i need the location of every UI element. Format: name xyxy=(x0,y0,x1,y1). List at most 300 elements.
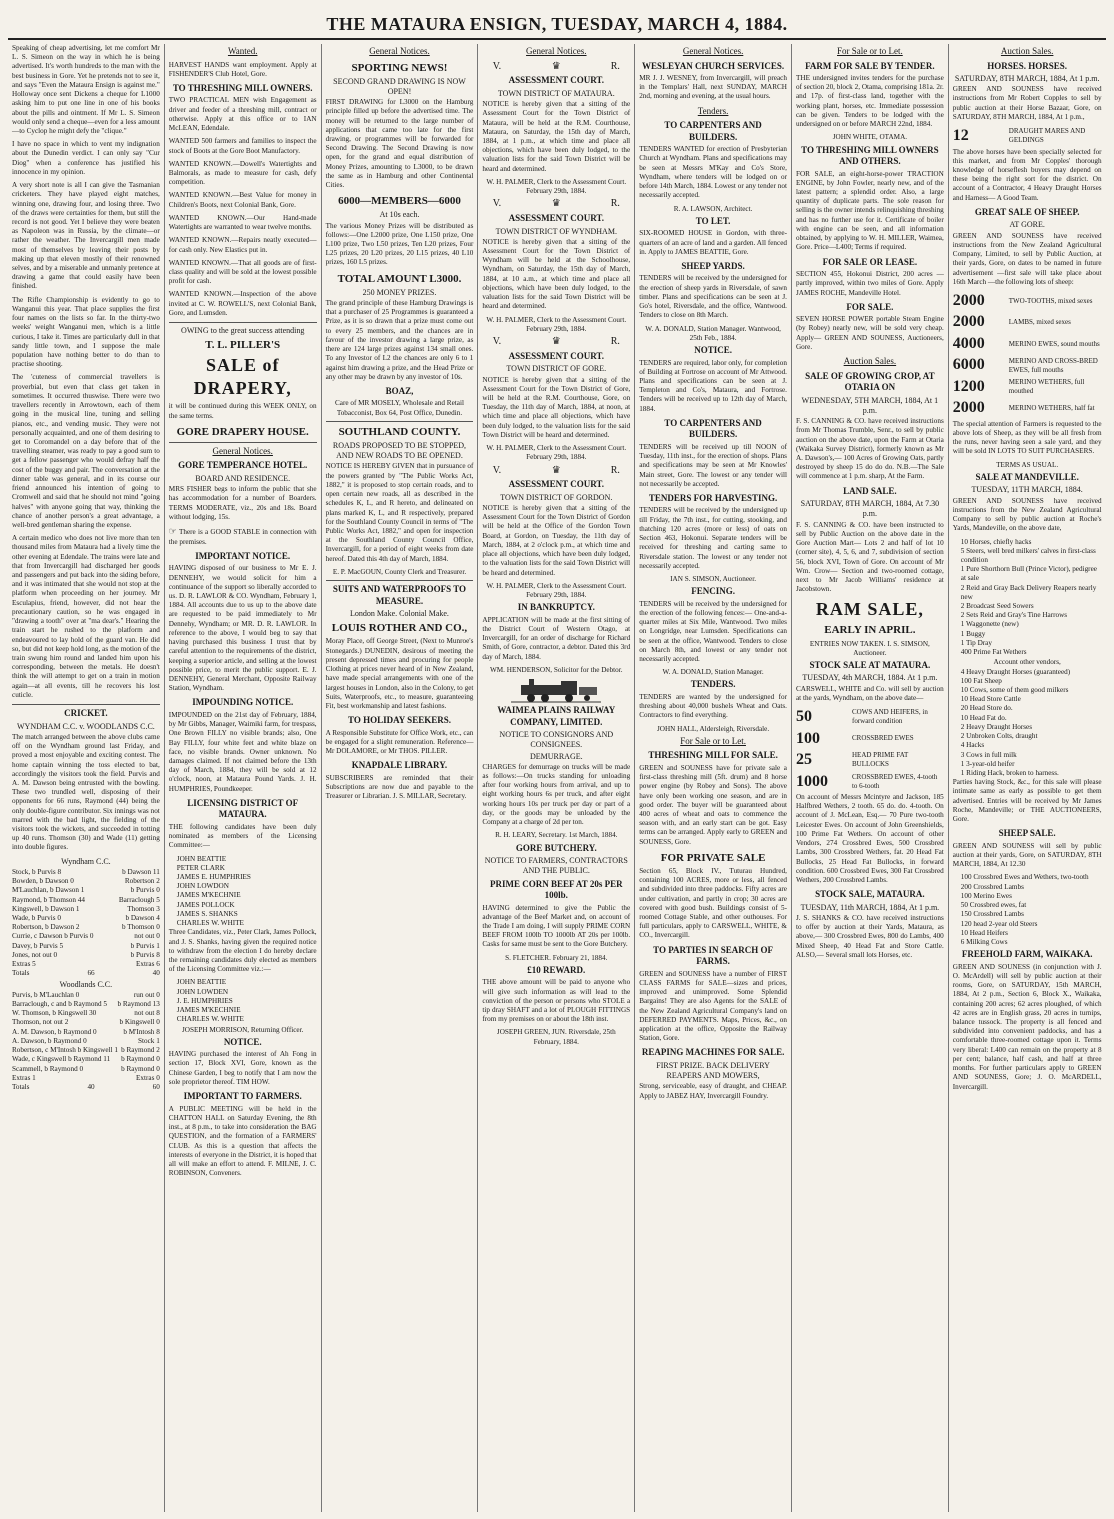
stock-row xyxy=(796,729,944,749)
ad-body: WANTED KNOWN.—Repairs neatly executed—for cash only. New Elastics put in. xyxy=(168,236,317,254)
assessment-notices xyxy=(482,61,630,601)
ad-title: TO LET. xyxy=(695,215,731,226)
ad-title: IMPORTANT TO FARMERS. xyxy=(183,1091,302,1102)
ad-sub: SATURDAY, 8TH MARCH, 1884, At 7.30 p.m. xyxy=(800,499,940,519)
second-innings: not out 8 xyxy=(134,1009,160,1018)
scorecard-row xyxy=(12,896,160,905)
ad-body: GREEN and SOUNESS have for private sale a first-class threshing mill (5ft. drum) and 8 horse power engine (by Robey and Sons). The above have only been working one season, and are in good order. The buyer will be guaranteed about 400 acres of wheat and oats to commence the season with, and an early start can be got. Easy terms can be arranged. Apply early to GREEN and SOUNESS, Gore. xyxy=(639,763,787,846)
ad-sub: BOARD AND RESIDENCE. xyxy=(195,473,291,483)
lot-item: 2 Sets Reid and Gray's Tine Harrows xyxy=(960,611,1068,620)
scorecard-row xyxy=(12,1028,160,1037)
candidate-name: JAMES E. HUMPHRIES xyxy=(176,873,251,882)
ad-body: SIX-ROOMED HOUSE in Gordon, with three-quarters of an acre of land and a garden. All fenced in. Apply to JAMES BEATTIE, Gore. xyxy=(639,229,787,256)
column-5 xyxy=(635,44,792,1512)
second-innings: b Purvis 1 xyxy=(130,941,160,950)
ad-sign: IAN S. SIMSON, Auctioneer. xyxy=(670,574,757,583)
candidate-name: CHARLES W. WHITE xyxy=(176,919,244,928)
stock-desc: TWO-TOOTHS, mixed sexes xyxy=(1008,296,1093,305)
lot-list xyxy=(953,538,1102,658)
ad-title: IMPOUNDING NOTICE. xyxy=(192,697,294,708)
crest-v: V. xyxy=(492,198,502,210)
crest-v: V. xyxy=(492,60,502,72)
boaz-sign: BOAZ, xyxy=(385,385,414,396)
ad-title: SALE OF GROWING CROP, AT OTARIA ON xyxy=(805,370,935,393)
column-7 xyxy=(949,44,1106,1512)
ad-body: On account of Messrs Mcintyre and Jackson, 185 Halfbred Wethers, 2 tooth. 65 do. do. 4-tooth. On account of J. McLean, Esq.— 70 Pure two-tooth Leicester Ewes. On account of John Greenshields, 100 Prime Fat Wethers. On account of other Vendors, 274 Crossbred Ewes, 500 Crossbred Lambs, 300 Crossbred Wethers, fat. 20 Head Fat Bullocks, 25 Head Fat Bullocks, in forward condition. 600 Crossbred Ewes, 300 Fat Crossbred Wethers, 200 Crossbred Lambs. xyxy=(795,793,944,884)
scorecard-row xyxy=(12,1055,160,1064)
ad-sign: WM. HENDERSON, Solicitor for the Debtor. xyxy=(490,665,623,674)
ad-body: The above horses have been specially selected for this market, and from Mr Copples' thorough knowledge of horseflesh buyers may depend on these being the right sort for the district. On account of a Contractor, 4 Heavy Draught Horses and Harness— A Good Team. xyxy=(952,147,1102,202)
batsman: Scammell, b Raymond 0 xyxy=(12,1064,84,1073)
ad-body: TENDERS will be received by the undersigned for the erection of sheep yards in Riversdale, of sawn timber. Plans and specifications can be seen at J. Go's hotel, Riversdale, and the office, Wantwood. Tenders to close on 8th March. xyxy=(639,274,787,320)
divider xyxy=(169,322,317,323)
ad-title: TO THRESHING MILL OWNERS. xyxy=(172,82,313,93)
scorecard-row xyxy=(12,960,160,969)
ad-body: MRS FISHER begs to inform the public that she has accommodation for a number of Boarders. TERMS MODERATE, viz., 20s and 18s. Board without lodging, 15s. xyxy=(168,485,317,521)
second-innings: b Thomson 0 xyxy=(121,923,160,932)
ad-sub: AT GORE. xyxy=(1009,220,1045,230)
lot-item: 5 Steers, well bred milkers' calves in first-class condition xyxy=(960,546,1096,564)
candidate-name: CHARLES W. WHITE xyxy=(176,1015,244,1024)
scorecard-row xyxy=(12,868,160,877)
stock-row xyxy=(953,355,1102,375)
ad-sub: SECOND GRAND DRAWING IS NOW OPEN! xyxy=(333,76,466,96)
ad-sub: TOWN DISTRICT OF MATAURA. xyxy=(497,88,615,98)
ad-body: IMPOUNDED on the 21st day of February, 1884, by Mr Gibbs, Manager, Waimiki farm, for trespass, One Brown FILLY no visible brands; also, One Bay FILLY, four white feet and white blaze on face, no visible brands. Owner unknown. No damages claimed. If not claimed before the 13th day of March, 1884, they will be sold at 12 o'clock, noon, at Mataura Pound Yards. J. H. HUMPHRIES, Poundkeeper. xyxy=(168,710,317,793)
stock-count: 100 xyxy=(795,729,820,747)
ad-sign: W. H. PALMER, Clerk to the Assessment Court. February 29th, 1884. xyxy=(486,315,627,333)
lot-item: 1 Buggy xyxy=(960,629,986,638)
match-report: The match arranged between the above clubs came off on the Wyndham ground last Friday, and proved a most enjoyable and exciting contest. The home captain winning the toss elected to bat, accordingly the visitors took the field. Purvis and A. M. Dawson being entrusted with the bowling. These two trundled well, disposing of their opponents for 66 runs, Raymond (44) being the only double-figure contributor. Six innings was not marred with the bad light, the fielding of the visitors took the wickets, and succeeded in totting up 40 runs. Thomson (30) and Wade (11) getting into double figures. xyxy=(12,732,160,852)
column-4 xyxy=(478,44,635,1512)
ad-sign: JOHN WHITE, OTAMA. xyxy=(832,133,908,142)
lot-item: 4 Hacks xyxy=(960,741,985,750)
ad-title: GORE BUTCHERY. xyxy=(515,842,597,853)
candidate-name: JOHN LOWDEN xyxy=(176,987,229,996)
ad-body: Parties having Stock, &c., for this sale will please intimate same as early as possible to get them advertised. Entries will be received by Mr James Roche, Mandeville; or THE AUCTIONEERS, Gore. xyxy=(952,778,1102,824)
lot-item: 200 Crossbred Lambs xyxy=(960,882,1024,891)
ad-body: THE above amount will be paid to anyone who will give such information as will lead to the conviction of the person or persons who STOLE a tip dray SHAFT and a lot of PLOUGH FITTINGS from my premises on or about the 18th inst. xyxy=(482,978,631,1024)
ad-body: A Responsible Substitute for Office Work, etc., can be engaged for a slight remuneration. Reference—Mr DOLAMORE, or Mr THOS. PILLER. xyxy=(325,728,474,756)
ad-body: HARVEST HANDS want employment. Apply at FISHENDER'S Club Hotel, Gore. xyxy=(168,60,317,78)
pointing-hand-icon: ☞ xyxy=(168,526,177,537)
ad-body: SECTION 455, Hokonui District, 200 acres —partly improved, within two miles of Gore. Apply JAMES ROCHE, Mandeville Hotel. xyxy=(795,270,944,297)
lot-item: 2 Reid and Gray Back Delivery Reapers nearly new xyxy=(960,583,1097,601)
lot-item: 120 head 2-year old Steers xyxy=(960,919,1038,928)
second-innings: Extras 0 xyxy=(136,1073,160,1082)
ad-body: TWO PRACTICAL MEN wish Engagement as driver and feeder of a threshing mill, contract or otherwise. Apply at this office or to IAN McLEAN, Edendale. xyxy=(168,96,317,133)
stock-count: 6000 xyxy=(952,356,985,374)
second-innings: Robertson 2 xyxy=(124,877,160,886)
ad-body: CHARGES for demurrage on trucks will be made as follows:—On trucks standing for unloading after four working hours from arrival, and up to eight working hours 6s per truck, and after eight working hours 10s per truck per day or part of a day, or the goods may be unloaded by the Company at a charge of 2d per ton. xyxy=(482,762,631,827)
lot-item: 2 Unbroken Colts, draught xyxy=(960,732,1038,741)
candidate-list xyxy=(169,855,317,929)
piller-body: it will be continued during this WEEK ONLY, on the same terms. xyxy=(168,402,317,420)
column-heading: Wanted. xyxy=(227,46,258,56)
column-heading: For Sale or to Let. xyxy=(680,735,746,746)
ad-body: WANTED KNOWN.—Best Value for money in Children's Boots, next Colonial Bank, Gore. xyxy=(168,191,317,209)
stock-desc: MERINO AND CROSS-BRED EWES, full mouths xyxy=(1008,356,1098,374)
lot-item: 20 Head Store do. xyxy=(960,704,1013,713)
candidate-name: J. E. HUMPHRIES xyxy=(176,996,233,1005)
column-6 xyxy=(792,44,949,1512)
ad-sub: SATURDAY, 8TH MARCH, 1884, At 1 p.m. xyxy=(954,74,1100,84)
second-innings: b Raymond 0 xyxy=(121,1064,160,1073)
candidate-name: JAMES S. SHANKS xyxy=(176,909,238,918)
ad-title: NOTICE. xyxy=(223,1036,262,1047)
ad-body: GREEN and SOUNESS have a number of FIRST CLASS FARMS for SALE—sizes and prices, improved and unimproved. Some Splendid Bargains! They are also Agents for the SALE of the New Zealand Agricultural Company's land on DEFERRED PAYMENTS. Maps, Prices, &c., on application at the office, Opposite the Railway Station, Gore. xyxy=(639,969,787,1043)
batsman: W. Thomson, b Kingswell 30 xyxy=(12,1009,97,1018)
newspaper-title: THE MATAURA ENSIGN, TUESDAY, MARCH 4, 1884. xyxy=(326,14,788,34)
lot-list xyxy=(953,873,1102,947)
ad-title: NOTICE. xyxy=(694,344,732,355)
article-paragraph: The Rifle Championship is evidently to go to Wanganui this year. That place supplies the first four names on the lists so far. In the thirty-two weeks' weight Wanganui men, which is a little curious, I take it. Times are particularly dull in that sandy little town, and I suppose the male population have nothing better to do than to practise shooting. xyxy=(12,295,160,369)
stock-count: 2000 xyxy=(952,399,985,417)
ad-sign: JOHN HALL, Aldersleigh, Riversdale. xyxy=(656,724,770,733)
scorecard-row xyxy=(12,942,160,951)
ad-body: FOR SALE, an eight-horse-power TRACTION ENGINE, by John Fowler, nearly new, and of the latest pattern; a splendid order. Also, a large quantity of duplicate parts. The sole reason for selling is the owner intends relinquishing threshing and has no further use for it. Certificate of boiler with engine can be seen, and all information obtained, by applying to W. H. MILLER, Waimea, Gore. Price—L400; Terms if required. xyxy=(795,169,944,252)
ad-sub: TUESDAY, 11th MARCH, 1884, At 1 p.m. xyxy=(800,902,940,912)
ad-body: HAVING disposed of our business to Mr E. J. DENNEHY, we would solicit for him a continuance of the support so liberally accorded to us. D. R. LAWLOR & CO. Wyndham, February 1, 1884. All accounts due to us up to the above date are requested to be paid immediately to Mr Dennehy, Wyndham; or MR. D. R. LAWLOR. In reference to the above, I would beg to say that having purchased this business I trust that by careful attention to the requirements of the district, keeping a superior article, and selling at the lowest possible price, to merit the public support. E. J. DENNEHY, General Merchant, Opposite Railway Station, Wyndham. xyxy=(168,564,317,693)
ad-body: TENDERS are wanted by the undersigned for threshing about 40,000 bushels Wheat and Oats. Contractors to find everything. xyxy=(639,692,787,720)
stock-count: 1000 xyxy=(795,772,828,790)
stock-count: 2000 xyxy=(952,291,985,309)
lot-item: 3 Cows in full milk xyxy=(960,750,1017,759)
scorecard-row xyxy=(12,1065,160,1074)
stock-count: 50 xyxy=(795,708,812,726)
batsman: Raymond, b Thomson 44 xyxy=(12,895,85,904)
ad-title: FOR PRIVATE SALE xyxy=(660,851,766,864)
stock-row xyxy=(953,377,1102,397)
stock-desc: MERINO WETHERS, full mouthed xyxy=(1008,378,1085,396)
ad-body: GREEN AND SOUNESS will sell by public auction at their yards, Gore, on SATURDAY, 8TH MARCH, 1884, At 12.30 xyxy=(952,841,1102,869)
lot-item: 4 Heavy Draught Horses (guaranteed) xyxy=(960,667,1071,676)
batsman: Stock, b Purvis 8 xyxy=(12,867,62,876)
ad-body: Moray Place, off George Street, (Next to Munroe's Stonegards.) DUNEDIN, desirous of meeting the present depressed times and procuring for people Clothing at prices never heard of in New Zealand, have made special arrangements with one of the largest houses in London, also in the Colony, to get Suits, Waterproofs, etc., to measure, guaranteeing Fit, best workmanship and latest fashions. xyxy=(325,637,474,710)
locomotive-illustration xyxy=(482,677,630,703)
ram-sale-headline: RAM SALE, xyxy=(815,599,924,620)
stock-count: 2000 xyxy=(952,313,985,331)
column-3 xyxy=(322,44,479,1512)
batsman: Jones, not out 0 xyxy=(12,950,58,959)
ad-body: Three Candidates, viz., Peter Clark, James Pollock, and J. S. Shanks, having given the required notice to withdraw from the election I do hereby declare the remaining candidates duly elected as members of the Licensing Committee viz.:— xyxy=(168,928,317,974)
stock-desc: MERINO EWES, sound mouths xyxy=(1008,339,1100,348)
lot-item: 1 3-year-old heifer xyxy=(960,759,1015,768)
ad-body: APPLICATION will be made at the first sitting of the District Court of Western Otago, at Invercargill, for an order of discharge for Richard Smith, of Gore, contractor, a debtor. Dated this 3rd day of March, 1884. xyxy=(482,615,631,661)
ad-title: GREAT SALE OF SHEEP. xyxy=(974,206,1080,217)
ad-body: GREEN AND SOUNESS have received instructions from the New Zealand Agricultural Company, Limited, to sell by Public Auction, at their yards, Gore, on dates to be named in future advertisement —first sale will take place about 16th March —the following lots of sheep: xyxy=(952,231,1102,286)
crown-icon: ♛ xyxy=(551,335,561,347)
ad-note: ☞ There is a GOOD STABLE in connection with the premises. xyxy=(168,526,317,546)
batsman: Wade, c Kingswell b Raymond 11 xyxy=(12,1055,111,1064)
ad-title: SHEEP YARDS. xyxy=(681,260,745,271)
batsman: Kingswell, b Dawson 1 xyxy=(12,904,80,913)
candidate-name: JOHN BEATTIE xyxy=(176,854,227,863)
ad-sign: W. A. DONALD, Station Manager. Wantwood, 25th Feb., 1884. xyxy=(645,324,781,342)
ad-title: KNAPDALE LIBRARY. xyxy=(351,760,448,771)
batsman: Extras 1 xyxy=(12,1073,36,1082)
stock-row xyxy=(796,772,944,792)
column-heading: Tenders. xyxy=(697,105,729,116)
ad-title: FOR SALE OR LEASE. xyxy=(822,256,918,267)
column-heading: General Notices. xyxy=(212,445,273,456)
ad-body: NOTICE is hereby given that a sitting of the Assessment Court for the Town District of Wyndham will be held at the Schoolhouse, Wyndham, on Saturday, the 15th day of March, 1884, at 10 a.m., at which time and place all objections, which have been duly lodged, to the valuation lists for the said Town District will be heard and determined. xyxy=(482,237,631,311)
crown-icon: ♛ xyxy=(551,198,561,210)
lot-list xyxy=(953,668,1102,779)
ad-body: NOTICE IS HEREBY GIVEN that in pursuance of the powers granted by "The Public Works Act, 1882," it is proposed to stop certain roads, and to open certain new roads, all as described in the schedules K, L, and R hereto, and delineated on plans marked K, L, and R respectively, prepared for the Southland County Council in terms of "The Public Works Act, 1882," and open for inspection at the Southland County Council Office, Invercargill, for a period of eight weeks from date hereof. Dated this 4th day of March, 1884. xyxy=(325,462,474,563)
scorecard-row xyxy=(12,1018,160,1027)
candidate-name: PETER CLARK xyxy=(176,863,225,872)
ad-body: FIRST DRAWING for L3000 on the Hamburg principle filled up before the advertised time. The money will be returned to the large number of applications that came too late for the first drawing, or programmes will be forwarded for Second Drawing. The Second Drawing is now open, for the grand and equal distribution of Money Prizes, amounting to L3000, to be drawn the same as in Hamburg and other Continental Cities. xyxy=(325,98,474,190)
scorecard-row xyxy=(12,1046,160,1055)
lot-item: 1 Riding Hack, broken to harness. xyxy=(960,768,1059,777)
ad-title: £10 REWARD. xyxy=(527,964,586,975)
crown-icon: ♛ xyxy=(551,60,561,72)
ad-sub: At 10s each. xyxy=(379,210,420,220)
ad-title: REAPING MACHINES FOR SALE. xyxy=(641,1047,785,1058)
ad-body: TENDERS will be received by the undersigned for the erection of the following fences:— One-and-a-quarter miles at Six Mile, Wantwood. Two miles on Longridge, near Lumsden. Specifications can be seen at the office, Wantwood. Tenders to close on March 8th, and lowest or any tender not necessarily accepted. xyxy=(639,599,787,664)
lot-item: 1 Tip Dray xyxy=(960,638,992,647)
divider xyxy=(326,421,474,422)
ad-body: GREEN AND SOUNESS have received instructions from Mr Robert Copples to sell by public auction at their Horse Bazaar, Gore, on SATURDAY, 8TH MARCH, 1884, At 1 p.m., xyxy=(952,85,1102,121)
crest-r: R. xyxy=(610,198,620,210)
scorecard-row xyxy=(12,886,160,895)
ad-title: SPORTING NEWS! xyxy=(351,61,448,74)
crest-r: R. xyxy=(610,60,620,72)
ad-sign: W. A. DONALD, Station Manager. xyxy=(662,668,764,677)
column-1 xyxy=(8,44,165,1512)
stock-desc: CROSSBRED EWES, 4-tooth to 6-tooth xyxy=(851,772,938,790)
ad-sign: E. P. MacGOUN, County Clerk and Treasurer. xyxy=(332,567,467,576)
ad-sign: S. FLETCHER. February 21, 1884. xyxy=(505,953,608,962)
ad-title: IMPORTANT NOTICE. xyxy=(195,550,291,561)
ad-body: J. S. SHANKS & CO. have received instructions to offer by auction at their Yards, Mataura, as above,— 300 Crossbred Ewes, 800 do Lambs, 400 Mixed Sheep, 40 Head Fat and Store Cattle. ALSO,— Several small lots Horses, etc. xyxy=(795,913,944,959)
lot-item: 2 Heavy Draught Horses xyxy=(960,722,1033,731)
column-heading: Auction Sales. xyxy=(1000,46,1054,56)
divider xyxy=(169,442,317,443)
ad-sub: TUESDAY, 11TH MARCH, 1884. xyxy=(971,485,1083,495)
stock-row xyxy=(953,398,1102,418)
ad-title: STOCK SALE, MATAURA. xyxy=(815,889,925,900)
stock-list xyxy=(953,291,1102,419)
ad-body: THE undersigned invites tenders for the purchase of section 20, block 2, Otama, comprising 181a. 2r. and 17p. of first-class land, together with the working plant, horses, etc. Immediate possession can be given. Tenders to be lodged with the undersigned on or before MARCH 22nd, 1884. xyxy=(795,74,944,129)
column-2 xyxy=(165,44,322,1512)
ad-sub: DEMURRAGE. xyxy=(529,751,583,761)
ad-body: WANTED KNOWN.—That all goods are of first-class quality and will be sold at the lowest possible profit for cash. xyxy=(168,258,317,286)
ad-sign: W. H. PALMER, Clerk to the Assessment Court. February 29th, 1884. xyxy=(486,444,627,462)
royal-crest xyxy=(482,465,630,478)
ad-body: NOTICE is hereby given that a sitting of the Assessment Court for the Town District of Gordon will be held at the Office of the Gordon Town Board, at Gordon, on Tuesday, the 11th day of March, 1884, at 2 o'clock p.m., at which time and place all objections, which have been duly lodged, to the valuation lists for the said Town District will be heard and determined. xyxy=(482,504,631,577)
stock-row xyxy=(953,312,1102,332)
lot-item: 10 Head Fat do. xyxy=(960,713,1007,722)
ad-title: TO PARTIES IN SEARCH OF FARMS. xyxy=(653,944,774,967)
crown-icon: ♛ xyxy=(551,464,561,476)
lot-item: 100 Fat Sheep xyxy=(960,676,1002,685)
section-heading: CRICKET. xyxy=(64,708,108,719)
ad-headline: PRIME CORN BEEF AT 20s PER 100lb. xyxy=(489,878,623,901)
ad-sub: ROADS PROPOSED TO BE STOPPED, AND NEW ROADS TO BE OPENED. xyxy=(332,440,467,461)
royal-crest xyxy=(482,336,630,349)
second-innings: not out 0 xyxy=(134,932,160,941)
candidate-list xyxy=(169,978,317,1024)
ad-title: FARM FOR SALE BY TENDER. xyxy=(805,60,935,71)
batsman: Thomson, not out 2 xyxy=(12,1018,69,1027)
ad-title: TO THRESHING MILL OWNERS AND OTHERS. xyxy=(801,144,939,167)
ad-sub: TUESDAY, 4th MARCH, 1884. At 1 p.m. xyxy=(802,673,938,683)
ad-sub: London Make. Colonial Make. xyxy=(350,609,449,619)
scorecard-row xyxy=(12,1009,160,1018)
crest-v: V. xyxy=(492,335,502,347)
second-innings: b M'Intosh 8 xyxy=(123,1027,160,1036)
scorecard-totals: Totals 40 60 xyxy=(12,1082,160,1091)
ad-sign: W. H. PALMER, Clerk to the Assessment Court. February 29th, 1884. xyxy=(486,581,627,600)
masthead xyxy=(8,10,1106,40)
ad-body: GREEN AND SOUNESS have received instructions from the New Zealand Agricultural Company to sell by public auction at Roche's Yards, Mandeville, on the above date, xyxy=(952,496,1102,533)
scorecard-row xyxy=(12,1000,160,1009)
ad-body: WANTED KNOWN.—Our Hand-made Watertights are warranted to wear twelve months. xyxy=(168,213,317,232)
column-heading: General Notices. xyxy=(526,46,587,56)
ad-sign: JOSEPH MORRISON, Returning Officer. xyxy=(181,1025,304,1034)
ad-title: ASSESSMENT COURT. xyxy=(508,479,604,490)
ad-title: LOUIS ROTHER AND CO., xyxy=(331,622,468,635)
ad-title: GORE TEMPERANCE HOTEL. xyxy=(178,460,308,471)
candidate-name: JOHN LOWDON xyxy=(176,882,229,891)
ad-title: TO HOLIDAY SEEKERS. xyxy=(348,715,451,726)
stock-count: 4000 xyxy=(952,334,985,352)
ad-body: WANTED 500 farmers and families to inspect the stock of Boots at the Gore Boot Manufactory. xyxy=(168,137,317,155)
batsman: Barraclough, c and b Raymond 5 xyxy=(12,1000,108,1008)
second-innings: b Dawson 11 xyxy=(122,867,160,876)
members-headline: 6000—MEMBERS—6000 xyxy=(338,195,461,208)
batsman: M'Lauchlan, b Dawson 1 xyxy=(12,886,85,895)
scorecard-row xyxy=(12,1074,160,1083)
ad-title: TO CARPENTERS AND BUILDERS. xyxy=(664,120,762,142)
scorecard-totals: Totals 66 40 xyxy=(12,969,160,978)
candidate-name: JAMES M'KECHNIE xyxy=(176,891,241,900)
ad-sign: JOSEPH GREEN, JUN. Riversdale, 25th February, 1884. xyxy=(496,1028,616,1046)
second-innings: Extras 6 xyxy=(136,960,160,969)
scorecard-row xyxy=(12,1037,160,1046)
divider xyxy=(326,580,474,581)
second-innings: b Raymond 0 xyxy=(121,1055,160,1064)
ad-title: TENDERS. xyxy=(690,679,736,690)
ad-body: TENDERS are required, labor only, for completion of Building at Fortrose on account of Mr Attwood. Plans and specifications can be seen at J. Templeton and Co's, Mataura, and Fortrose. Tenders will be received up to 12th day of March, 1884. xyxy=(639,358,787,413)
stock-desc: LAMBS, mixed sexes xyxy=(1008,318,1071,327)
ad-title: SHEEP SALE. xyxy=(998,828,1056,839)
lot-item: 2 Broadcast Seed Sowers xyxy=(960,602,1034,611)
ad-body: HAVING determined to give the Public the advantage of the Beef Market and, on account of the Trade I am doing, I will supply PRIME CORN BEEF FROM 100lb TO 1000lb AT 20s per 100lb. Casks for same must be sent to the Gore Butchery. xyxy=(482,903,631,949)
royal-crest xyxy=(482,198,630,211)
ad-body: HAVING purchased the interest of Ah Fong in section 17, Block XVI, Gore, known as the Chinese Garden, I beg to notify that I am now the sole proprietor thereof. TIM HOW. xyxy=(168,1050,317,1086)
ad-sign: ENTRIES NOW TAKEN. I. S. SIMSON, Auctioneer. xyxy=(809,639,930,657)
stock-row xyxy=(953,334,1102,354)
stock-row xyxy=(953,291,1102,311)
second-innings: b Kingswell 0 xyxy=(119,1018,160,1027)
ad-sub: WEDNESDAY, 5TH MARCH, 1884, At 1 p.m. xyxy=(801,395,939,415)
lot-item: 1 Waggonette (new) xyxy=(960,620,1019,629)
ad-sub: TOWN DISTRICT OF GORE. xyxy=(506,364,607,374)
lot-item: 100 Crossbred Ewes and Wethers, two-tooth xyxy=(960,873,1089,882)
divider xyxy=(12,704,160,705)
lot-item: 150 Crossbred Lambs xyxy=(960,910,1024,919)
scorecard-row xyxy=(12,923,160,932)
ad-title: TO CARPENTERS AND BUILDERS. xyxy=(664,417,762,440)
batsman: Robertson, c M'Intosh b Kingswell 1 xyxy=(12,1046,118,1055)
stock-count: 12 xyxy=(952,127,969,145)
ad-title: THRESHING MILL FOR SALE. xyxy=(648,750,778,761)
scorecard-row xyxy=(12,905,160,914)
lot-item: 50 Crossbred ewes, fat xyxy=(960,901,1027,910)
royal-crest xyxy=(482,61,630,74)
article-paragraph: The 'cuteness of commercial travellers is proverbial, but even that class get taken in sometimes. It occurred thuswise. There were two travellers recently in Arrowtown, each of them going in the musical line, tuning and selling pianos, etc., and vending music. They were not personally acquainted, and one of them desiring to get to Coromandel on a day before that of the travelling steamer, was ready to pay a good sum to get a fellow passenger who would defray half the cost of the buggy and pair. The conversation at the dinner table was general, and in its course our friend announced his intention of going to Cromwell and said that he should not mind "going halves" with anyone going that way, thinking the chance of another person's a great advantage, a well-bred gentleman sharing the expense. xyxy=(12,373,160,529)
ad-body: MR J. J. WESNEY, from Invercargill, will preach in the Templars' Hall, next SUNDAY, MARCH 2nd, morning and evening, at the usual hours. xyxy=(639,74,787,101)
ad-title: IN BANKRUPTCY. xyxy=(517,602,595,613)
lot-item: 100 Merino Ewes xyxy=(960,891,1012,900)
batsman: Bowden, b Dawson 0 xyxy=(12,877,74,886)
batsman: Extras 5 xyxy=(12,960,36,969)
ad-body: TENDERS will be received by the undersigned up till Friday, the 7th inst., for cutting, stooking, and thatching 120 acres (more or less) of oats on Section 463, Hokonui. Separate tenders will be received for threshing and carting same to Riversdale station. The lowest or any tender not necessarily accepted. xyxy=(639,506,787,570)
ad-title: ASSESSMENT COURT. xyxy=(508,213,604,224)
ad-body: NOTICE is hereby given that a sitting of the Assessment Court for the Town District of Gore, will be held at the R.M. Courthouse, Gore, on Tuesday, the 11th day of March, 1884, at noon, at which time and place all objections, which have been duly lodged, to the valuation lists for the said Town District will be heard and determined. xyxy=(482,375,631,439)
ad-body: TENDERS will be received up till NOON of Tuesday, 11th inst., for the erection of shops. Plans and specifications may be seen at Mr Knowles' Main street, Gore. The lowest or any tender will not necessarily be accepted. xyxy=(639,442,787,488)
ad-title: WESLEYAN CHURCH SERVICES. xyxy=(642,60,785,71)
scorecard-row xyxy=(12,914,160,923)
ad-title: SOUTHLAND COUNTY. xyxy=(338,425,461,438)
column-heading: General Notices. xyxy=(369,46,430,56)
stock-row xyxy=(796,750,944,770)
ad-sign: R. H. LEARY, Secretary. 1st March, 1884. xyxy=(495,831,618,840)
piller-name: T. L. PILLER'S xyxy=(205,339,281,352)
batsman: A. M. Dawson, b Raymond 0 xyxy=(12,1027,97,1036)
stock-row xyxy=(796,707,944,727)
ad-sign: Care of MR MOSELY, Wholesale and Retail Tobacconist, Box 64, Post Office, Dunedin. xyxy=(335,399,464,417)
ad-title: LICENSING DISTRICT OF MATAURA. xyxy=(187,797,299,820)
article-paragraph: A certain medico who does not live more than ten thousand miles from Mataura had a lively time the other evening at Edendale. The trains were late and that from Invercargill had discharged her goods and passengers and put back into the siding before, and it was intimated that she would not stop at the platform when proceeding on her journey. Mr Esculapius, friend, however, did not hear the precautionary caution, so he was engaged in "drawing a tooth" over at "ma dear's." Hearing the train start he rushed to the platform and endeavoured to lay hold of the guard van. He did so, but did not keep hold long, as the motion of the train swung him round and landed him upon his corresponding, between the metals. He doesn't think the will attempt to get on a train in motion again—at all events, till he recovers his lost cuticle. xyxy=(12,534,160,699)
ad-body: CARSWELL, WHITE and Co. will sell by auction at the yards, Wyndham, on the above date— xyxy=(795,684,944,702)
ad-title: SALE AT MANDEVILLE. xyxy=(975,471,1079,482)
crest-r: R. xyxy=(610,464,620,476)
ad-sub: FIRST PRIZE. BACK DELIVERY REAPERS AND MOWERS, xyxy=(656,1060,770,1081)
lot-item: 400 Prime Fat Wethers xyxy=(960,648,1027,657)
lot-item: 10 Horses, chiefly hacks xyxy=(960,537,1032,546)
second-innings: Stock 1 xyxy=(138,1036,160,1045)
second-innings: b Dawson 4 xyxy=(125,914,160,923)
total-headline: TOTAL AMOUNT L3000. xyxy=(337,272,462,285)
second-innings: run out 0 xyxy=(133,990,160,999)
scorecard-row xyxy=(12,951,160,960)
column-heading: For Sale or to Let. xyxy=(837,46,903,56)
batsman: A. Dawson, b Raymond 0 xyxy=(12,1036,87,1045)
crest-v: V. xyxy=(492,464,502,476)
newspaper-page xyxy=(8,44,1106,1512)
ad-sub: EARLY IN APRIL. xyxy=(824,624,916,637)
article-paragraph: I have no space in which to vent my indignation about the Dunedin verdict. I can only say "Cur Diog" when a conference has justified his innocence in my opinion. xyxy=(12,140,160,176)
scorecard xyxy=(12,868,160,969)
stock-count: 1200 xyxy=(952,377,985,395)
ad-body: The grand principle of these Hamburg Drawings is that a purchaser of 25 Programmes is guaranteed a Prize, as it is so drawn that a prize must come out to every 25 members, and the chances are in favour of the investor drawing a large prize, as there are 124 large prizes against 134 small ones. To any Investor of L2 the chances are only 6 to 1 against him drawing a prize, and the Head Prize or any other may be drawn by any investor of 10s. xyxy=(325,298,474,381)
scorecard-heading: Wyndham C.C. xyxy=(61,856,111,866)
lot-item: 10 Cows, some of them good milkers xyxy=(960,686,1069,695)
ad-body: NOTICE is hereby given that a sitting of the Assessment Court for the Town District of Mataura, will be held at the R.M. Courthouse, Mataura, on Saturday, the 15th day of March, 1884, at 1 p.m., at which time and place all objections, which have been duly lodged, to the valuation lists for the said Town District will be heard and determined. xyxy=(482,100,631,173)
batsman: Currie, c Dawson b Purvis 0 xyxy=(12,932,94,941)
ad-title: FOR SALE. xyxy=(846,301,894,312)
candidate-name: JAMES M'KECHNIE xyxy=(176,1006,241,1015)
wanted-ads xyxy=(169,61,317,319)
ad-title: WAIMEA PLAINS RAILWAY COMPANY, LIMITED. xyxy=(497,705,616,727)
column-heading: General Notices. xyxy=(682,46,744,56)
piller-sign: GORE DRAPERY HOUSE. xyxy=(176,425,309,438)
ad-sign: R. A. LAWSON, Architect. xyxy=(673,204,753,213)
